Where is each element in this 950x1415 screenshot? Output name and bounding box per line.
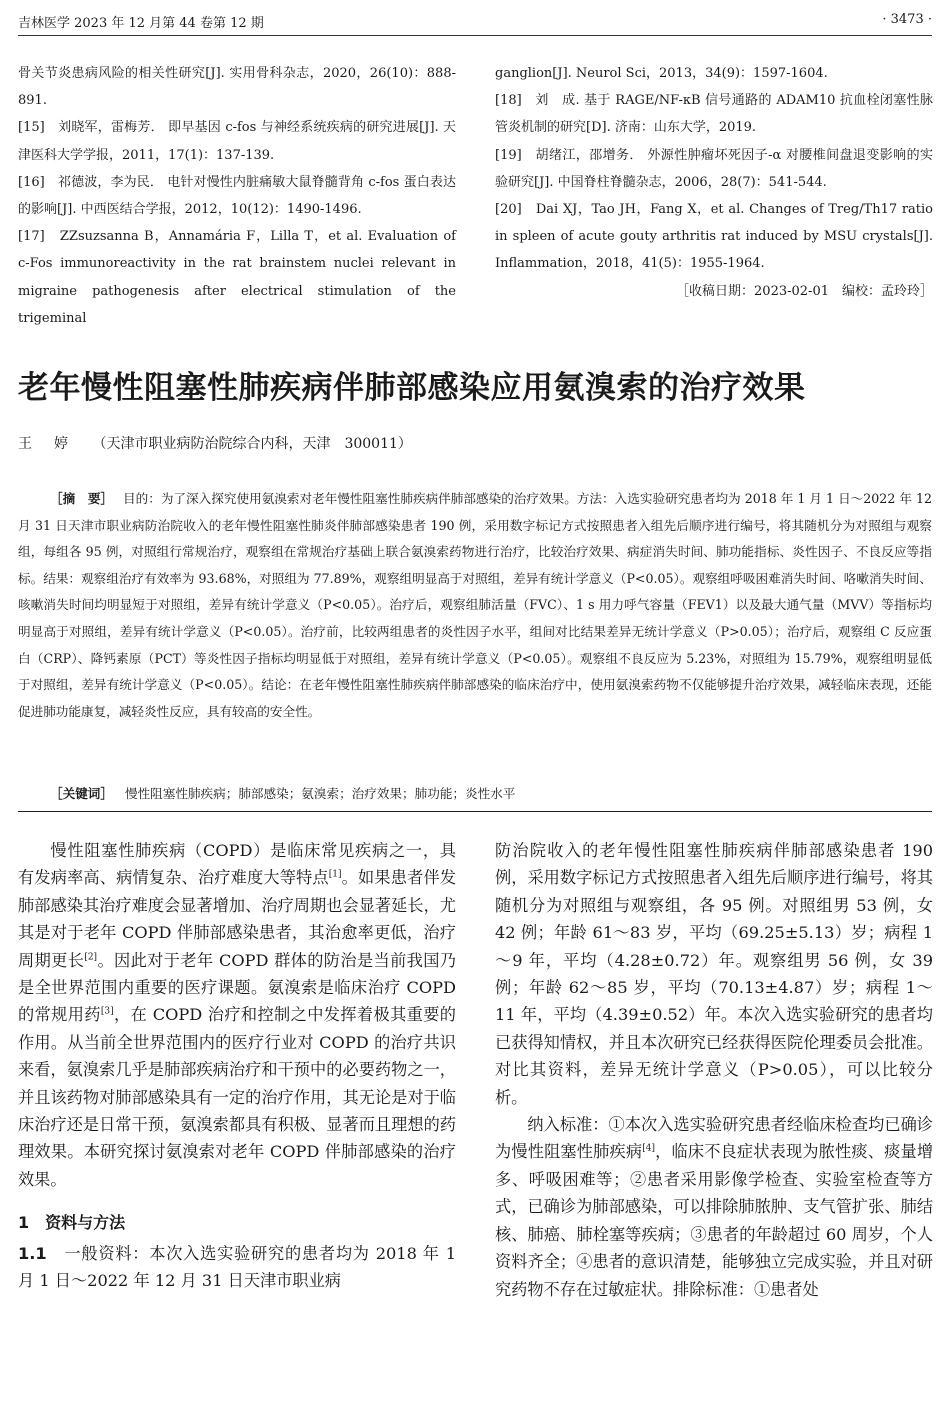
citation: [3] [100,1007,114,1018]
reference-item: [15] 刘晓军，雷梅芳． 即早基因 c-fos 与神经系统疾病的研究进展[J]. 天津医科大学学报，2011，17(1)：137-139. [18,120,456,163]
reference-item: [19] 胡绪江，邵增务． 外源性肿瘤坏死因子-α 对腰椎间盘退变影响的实验研究[J]. 中国脊柱脊髓杂志，2006，28(7)：541-544. [495,147,933,190]
abstract [18,486,932,725]
keywords [50,781,932,807]
reference-item: [17] ZZsuzsanna B，Annamária F，Lilla T，et al. Evaluation of c-Fos immunoreactivity in the rat brainstem nuclei relevant in migraine pathogenesis after electrical stimulation of the trigeminal [18,229,456,326]
reference-item: 骨关节炎患病风险的相关性研究[J]. 实用骨科杂志，2020，26(10)：888-891. [18,66,456,109]
page-header [18,8,932,36]
body-left-column [18,837,456,1295]
intro-paragraph: 慢性阻塞性肺疾病（COPD）是临床常见疾病之一，具有发病率高、病情复杂、治疗难度大等特点[1]。如果患者伴发肺部感染其治疗难度会显著增加、治疗周期也会显著延长，尤其是对于老年 COPD 伴肺部感染患者，其治愈率更低，治疗周期更长[2]。因此对于老年 COPD 群体的防治是当前我国乃是全世界范围内重要的医疗课题。氨溴索是临床治疗 COPD 的常规用药[3]，在 COPD 治疗和控制之中发挥着极其重要的作用。从当前全世界范围内的医疗行业对 COPD 的治疗共识来看，氨溴索几乎是肺部疾病治疗和干预中的必要药物之一，并且该药物对肺部感染具有一定的治疗作用，其无论是对于临床治疗还是日常干预，氨溴索都具有积极、显著而且理想的药理效果。本研究探讨氨溴索对老年 COPD 伴肺部感染的治疗效果。 [18,841,457,1189]
references-left-column [18,60,456,332]
keywords-text: 慢性阻塞性肺疾病；肺部感染；氨溴索；治疗效果；肺功能；炎性水平 [124,786,516,801]
references-right-column [495,60,933,305]
citation: [1] [328,870,342,881]
page-number: · 3473 · [882,12,932,27]
general-data-continued: 防治院收入的老年慢性阻塞性肺疾病伴肺部感染患者 190 例，采用数字标记方式按照患者入组先后顺序进行编号，将其随机分为对照组与观察组，各 95 例。对照组男 53 例，女 42 例；年龄 61～83 岁，平均（69.25±5.13）岁；病程 1～9 年，平均（4.28±0.72）年。观察组男 56 例，女 39 例；年龄 62～85 岁，平均（70.13±4.87）岁；病程 1～11 年，平均（4.39±0.52）年。本次入选实验研究的患者均已获得知情权，并且本次研究已经获得医院伦理委员会批准。对比其资料，差异无统计学意义（P>0.05），可以比较分析。 [495,841,933,1107]
general-data-paragraph: 1.1 一般资料：本次入选实验研究的患者均为 2018 年 1 月 1 日～2022 年 12 月 31 日天津市职业病 [18,1243,456,1291]
inclusion-criteria-paragraph: 纳入标准：①本次入选实验研究患者经临床检查均已确诊为慢性阻塞性肺疾病[4]，临床不良症状表现为脓性痰、痰量增多、呼吸困难等；②患者采用影像学检查、实验室检查等方式，已确诊为肺部感染，可以排除肺脓肿、支气管扩张、肺结核、肺癌、肺栓塞等疾病；③患者的年龄超过 60 周岁，个人资料齐全；④患者的意识清楚，能够独立完成实验，并且对研究药物不存在过敏症状。排除标准：①患者处 [495,1115,933,1299]
subsection-number: 1.1 [18,1243,47,1263]
reference-item: [18] 刘 成. 基于 RAGE/NF-κB 信号通路的 ADAM10 抗血栓闭塞性脉管炎机制的研究[D]. 济南：山东大学，2019. [495,93,933,136]
author-affiliation: （天津市职业病防治院综合内科，天津 300011） [92,436,412,452]
abstract-text: 目的：为了深入探究使用氨溴索对老年慢性阻塞性肺疾病伴肺部感染的治疗效果。方法：入选实验研究患者均为 2018 年 1 月 1 日～2022 年 12 月 31 日天津市职业病防治院收入的老年慢性阻塞性肺炎伴肺部感染患者 190 例，采用数字标记方式按照患者入组先后顺序进行编号，将其随机分为对照组与观察组，每组各 95 例，对照组行常规治疗，观察组在常规治疗基础上联合氨溴索药物进行治疗，比较治疗效果、病症消失时间、肺功能指标、炎性因子、不良反应等指标。结果：观察组治疗有效率为 93.68%，对照组为 77.89%，观察组明显高于对照组，差异有统计学意义（P<0.05）。观察组呼吸困难消失时间、咯嗽消失时间、咳嗽消失时间均明显短于对照组，差异有统计学意义（P<0.05）。治疗后，观察组肺活量（FVC）、1 s 用力呼气容量（FEV1）以及最大通气量（MVV）等指标均明显高于对照组，差异有统计学意义（P<0.05）。治疗前，比较两组患者的炎性因子水平，组间对比结果差异无统计学意义（P>0.05）；治疗后，观察组 C 反应蛋白（CRP）、降钙素原（PCT）等炎性因子指标均明显低于对照组，差异有统计学意义（P<0.05）。观察组不良反应为 5.23%，对照组为 15.79%，观察组明显低于对照组，差异有统计学意义（P<0.05）。结论：在老年慢性阻塞性肺疾病伴肺部感染的临床治疗中，使用氨溴索药物不仅能够提升治疗效果，减轻临床表现，还能促进肺功能康复，减轻炎性反应，具有较高的安全性。 [18,491,932,719]
abstract-label: ［摘 要］ [50,491,114,506]
author-line [18,433,412,453]
section-divider [18,811,932,812]
journal-name: 吉林医学 2023 年 12 月第 44 卷第 12 期 [18,16,264,31]
reference-item: ganglion[J]. Neurol Sci，2013，34(9)：1597-1604. [495,66,828,81]
received-date: ［收稿日期：2023-02-01 编校：孟玲玲］ [676,283,933,299]
reference-item: [16] 祁德波，李为民． 电针对慢性内脏痛敏大鼠脊髓背角 c-fos 蛋白表达的影响[J]. 中西医结合学报，2012，10(12)：1490-1496. [18,174,456,218]
reference-item: [20] Dai XJ，Tao JH，Fang X，et al. Changes of Treg/Th17 ratio in spleen of acute gouty arthritis rat induced by MSU crystals[J]. Inflammation，2018，41(5)：1955-1964. [495,202,933,272]
author-name: 王 婷 [18,436,72,452]
keywords-label: ［关键词］ [50,786,113,801]
article-title: 老年慢性阻塞性肺疾病伴肺部感染应用氨溴索的治疗效果 [18,370,806,406]
citation: [4] [642,1144,655,1155]
section-heading: 1 资料与方法 [18,1213,126,1233]
body-right-column [495,837,933,1303]
citation: [2] [84,952,98,963]
